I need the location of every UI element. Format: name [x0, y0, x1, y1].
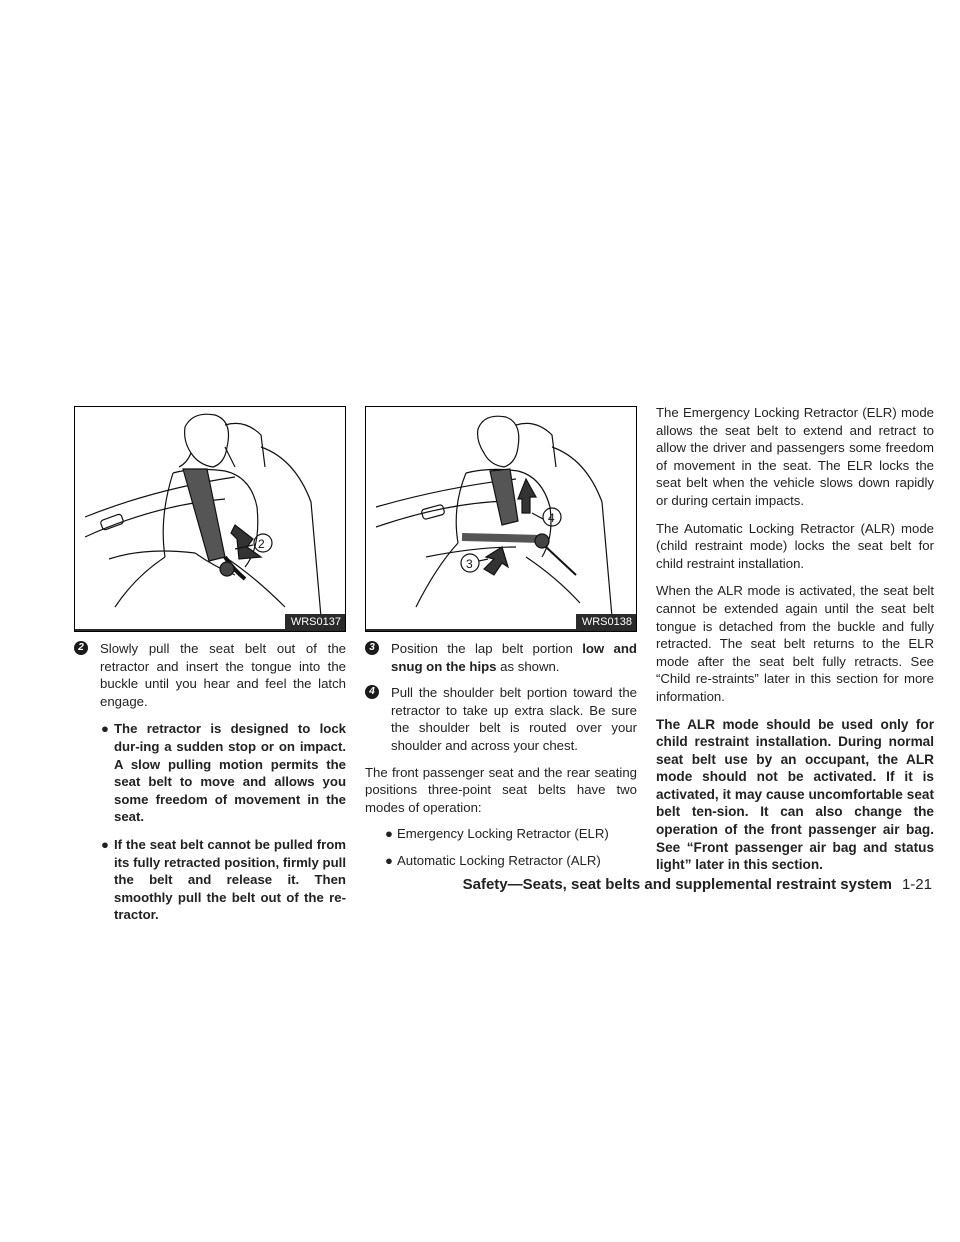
figure-code: WRS0138 — [576, 614, 636, 631]
figure-wrs0138 — [365, 406, 637, 632]
bullet-icon: ● — [101, 836, 109, 852]
section-title: Safety—Seats, seat belts and supplemental restraint system — [462, 876, 892, 893]
mode-item — [365, 825, 637, 843]
step-2 — [74, 640, 346, 710]
step-3 — [365, 640, 637, 675]
step-4 — [365, 684, 637, 754]
column-2 — [365, 406, 637, 879]
seatbelt-illustration-2 — [366, 407, 637, 632]
elr-paragraph: The Emergency Locking Retractor (ELR) mode allows the seat belt to extend and retract to allow the driver and passengers some freedom of movement in the seat. The ELR locks the seat belt when the vehicle slows down rapidly or during certain impacts. — [656, 405, 934, 508]
alr-warning: The ALR mode should be used only for child restraint installation. During normal seat belt use by an occupant, the ALR mode should not be activated. If it is activated, it may cause uncomfortable seat belt ten-sion. It can also change the operation of the front passenger air bag. See “Front passenger air bag and status light” later in this section. — [656, 716, 934, 873]
mode-text: Emergency Locking Retractor (ELR) — [397, 826, 609, 842]
column-3 — [656, 404, 934, 884]
step-4-text: Pull the shoulder belt portion toward the retractor to take up extra slack. Be sure the shoulder belt is routed over your shoulder and across your chest. — [391, 685, 637, 753]
step-3-tail: as shown. — [496, 658, 560, 674]
step-number: 3 — [365, 641, 379, 655]
step-3-text — [391, 640, 637, 675]
step-2-text: Slowly pull the seat belt out of the retractor and insert the tongue into the buckle until you hear and feel the latch engage. — [100, 641, 346, 709]
step-number: 2 — [74, 641, 88, 655]
mode-item — [365, 852, 637, 870]
step-3-bold: low and snug on the hips — [391, 641, 637, 674]
bullet-item — [74, 836, 346, 924]
figure-wrs0137 — [74, 406, 346, 632]
callout-3: 3 — [466, 557, 473, 571]
bullet-item — [74, 720, 346, 826]
alr-activation-paragraph: When the ALR mode is activated, the seat belt cannot be extended again until the seat belt tongue is detached from the buckle and fully retracted. The seat belt returns to the ELR mode after the seat belt fully retracts. See “Child re-straints” later in this section for more information. — [656, 583, 934, 704]
bullet-text: If the seat belt cannot be pulled from its fully retracted position, firmly pull the belt and release it. Then smoothly pull the belt out of the re-tractor. — [114, 836, 346, 923]
bullet-icon: ● — [385, 852, 393, 868]
callout-2: 2 — [258, 537, 265, 551]
mode-text: Automatic Locking Retractor (ALR) — [397, 852, 601, 868]
bullet-icon: ● — [385, 826, 393, 842]
bullet-icon: ● — [101, 721, 109, 737]
page-number: 1-21 — [901, 876, 932, 893]
bullet-text: The retractor is designed to lock dur-ing a sudden stop or on impact. A slow pulling motion permits the seat belt to move and allows you some freedom of movement in the seat. — [114, 721, 346, 825]
figure-code: WRS0137 — [285, 614, 345, 631]
column-1 — [74, 406, 346, 933]
step-number: 4 — [365, 685, 379, 699]
page-footer — [463, 876, 932, 893]
alr-paragraph: The Automatic Locking Retractor (ALR) mode (child restraint mode) locks the seat belt for child restraint installation. — [656, 520, 934, 571]
seatbelt-illustration-1 — [75, 407, 346, 632]
step-3-lead: Position the lap belt portion — [391, 641, 583, 656]
modes-intro: The front passenger seat and the rear seating positions three-point seat belts have two modes of operation: — [365, 764, 637, 815]
callout-4: 4 — [548, 511, 555, 525]
